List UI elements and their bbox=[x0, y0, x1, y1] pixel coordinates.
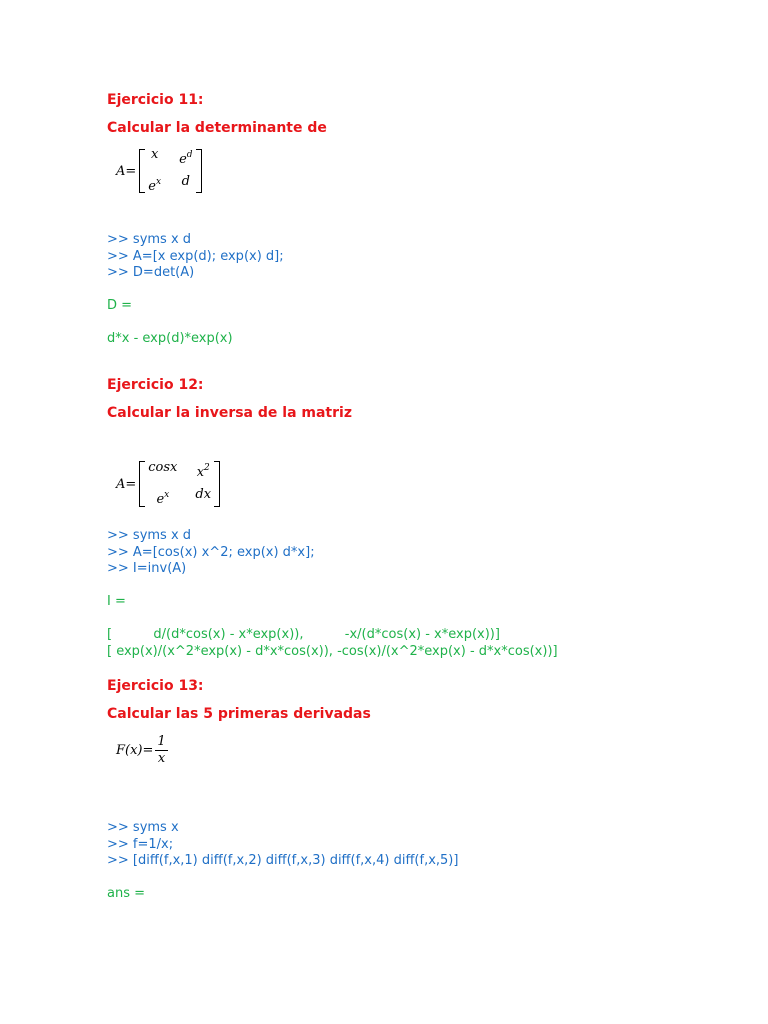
command-line: >> syms x d bbox=[107, 232, 192, 247]
ex11-result-value: d*x - exp(d)*exp(x) bbox=[107, 331, 233, 346]
ex12-matrix bbox=[145, 460, 214, 508]
command-line: >> f=1/x; bbox=[107, 836, 174, 852]
matrix-cell: dx bbox=[195, 487, 212, 502]
ex11-result-label: D = bbox=[107, 298, 133, 313]
ex12-matrix-lhs: A= bbox=[116, 476, 137, 492]
ex13-result-label: ans = bbox=[107, 886, 146, 901]
ex13-heading: Ejercicio 13: bbox=[107, 678, 204, 694]
matrix-cell: $e^x$ bbox=[148, 177, 162, 194]
ex13-formula bbox=[116, 734, 168, 767]
command-line: >> syms x d bbox=[107, 528, 192, 543]
ex13-subheading: Calcular las 5 primeras derivadas bbox=[107, 706, 371, 722]
ex12-heading: Ejercicio 12: bbox=[107, 377, 204, 393]
command-line: >> I=inv(A) bbox=[107, 561, 187, 576]
result-row: [ d/(d*cos(x) - x*exp(x)), -x/(d*cos(x) - x*exp(x))] bbox=[107, 627, 500, 642]
ex12-result-matrix bbox=[107, 627, 558, 660]
matrix-cell: $x^2$ bbox=[196, 463, 210, 480]
ex11-matrix-lhs: A= bbox=[116, 163, 137, 179]
ex12-matrix-equation bbox=[116, 460, 220, 508]
result-row: [ exp(x)/(x^2*exp(x) - d*x*cos(x)), -cos(x)/(x^2*exp(x) - d*x*cos(x))] bbox=[107, 643, 558, 659]
matrix-cell: x bbox=[151, 147, 159, 162]
ex11-matrix-equation bbox=[116, 147, 202, 195]
formula-fraction: $\frac{1}{x}$ bbox=[157, 734, 166, 766]
right-bracket bbox=[196, 149, 202, 193]
ex12-result-label: I = bbox=[107, 594, 126, 609]
ex11-heading: Ejercicio 11: bbox=[107, 92, 204, 108]
command-line: >> D=det(A) bbox=[107, 265, 195, 280]
matrix-cell: $e^d$ bbox=[179, 150, 193, 167]
ex11-matrix bbox=[145, 147, 195, 195]
matrix-cell: d bbox=[181, 174, 190, 189]
command-line: >> [diff(f,x,1) diff(f,x,2) diff(f,x,3) diff(f,x,4) diff(f,x,5)] bbox=[107, 853, 459, 868]
ex12-subheading: Calcular la inversa de la matriz bbox=[107, 405, 352, 421]
ex11-commands bbox=[107, 232, 284, 282]
ex12-commands bbox=[107, 528, 315, 578]
matrix-cell: cosx bbox=[148, 460, 178, 475]
command-line: >> A=[cos(x) x^2; exp(x) d*x]; bbox=[107, 544, 315, 560]
formula-lhs: F(x)= bbox=[116, 743, 154, 758]
command-line: >> syms x bbox=[107, 820, 179, 835]
command-line: >> A=[x exp(d); exp(x) d]; bbox=[107, 248, 284, 264]
ex13-commands bbox=[107, 820, 458, 870]
matrix-cell: $e^x$ bbox=[156, 490, 170, 507]
ex11-subheading: Calcular la determinante de bbox=[107, 120, 327, 136]
right-bracket bbox=[214, 461, 220, 507]
